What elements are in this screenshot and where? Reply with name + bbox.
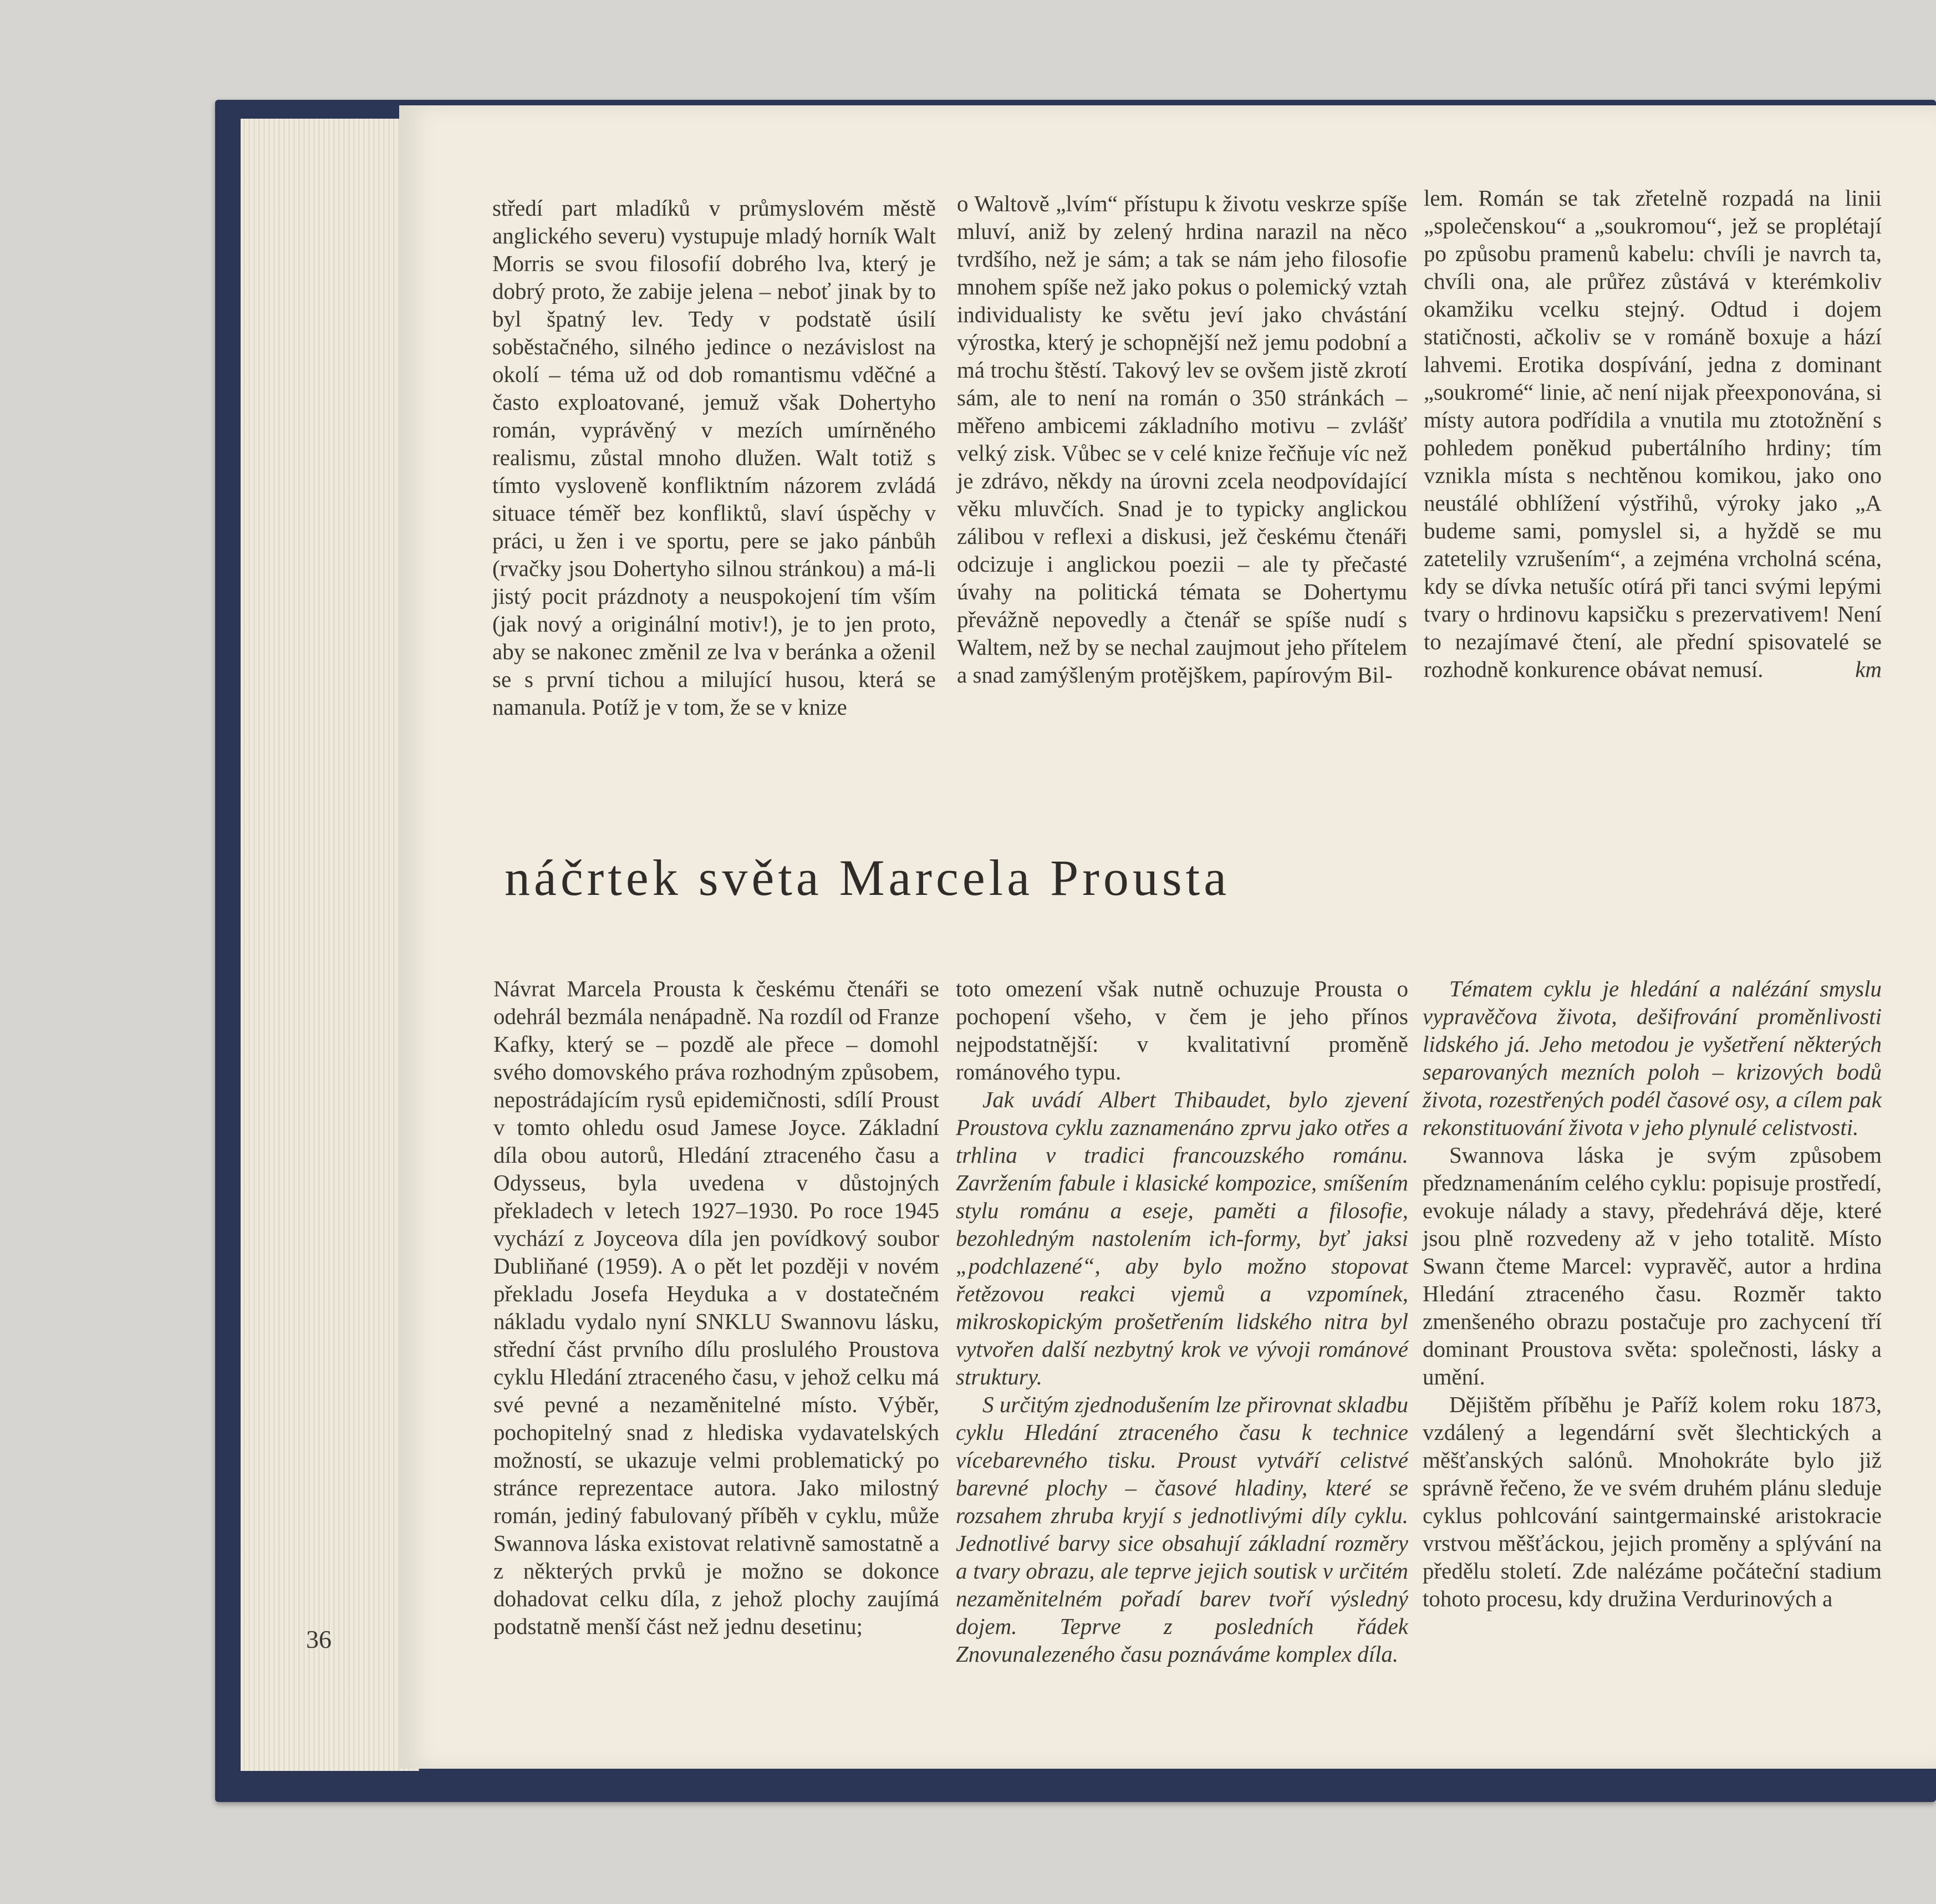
paragraph: Dějištěm příběhu je Paříž kolem roku 1873, vzdálený a legendární svět šlechtických a měšťanských salónů. Mnohokráte bylo již správně řečeno, že ve svém druhém plánu sleduje cyklus pohlcování saintgermainské aristokracie vrstvou měšťáckou, jejich proměny a splývání na předělu století. Zde nalézáme počáteční stadium tohoto procesu, kdy družina Verdurinových a (1423, 1392, 1882, 1611)
paragraph: Návrat Marcela Prousta k českému čtenáři se odehrál bezmála nenápadně. Na rozdíl od Franze Kafky, který se – pozdě ale přece – domohl svého domovského práva rozhodným způsobem, nepostrádajícím rysů epidemičnosti, sdílí Proust v tomto ohledu osud Jamese Joyce. Základní díla obou autorů, Hledání ztraceného času a Odysseus, byla uvedena v důstojných překladech v letech 1927–1930. Po roce 1945 vychází z Joyceova díla jen povídkový soubor Dubliňané (1959). A o pět let později v novém překladu Josefa Heyduka a v dostatečném nákladu vydalo nyní SNKLU Swannovu lásku, střední část prvního dílu proslulého Proustova cyklu Hledání ztraceného času, v jehož celku má své pevné a nezaměnitelné místo. Výběr, pochopitelný snad z hlediska vydavatelských možností, se ukazuje velmi problematický po stránce reprezentace autora. Jako milostný román, jediný fabulovaný příběh v cyklu, může Swannova láska existovat relativně samostatně a z některých prvků je možno se dokonce dohadovat celku díla, z jehož plochy zaujímá podstatně menší část než jednu desetinu; (493, 976, 939, 1639)
top-column-2 (957, 190, 1407, 689)
paragraph-italic: S určitým zjednodušením lze přirovnat skladbu cyklu Hledání ztraceného času k technice vícebarevného tisku. Proust vytváří celistvé barevné plochy – časové hladiny, které se rozsahem zhruba kryjí s jednotlivými díly cyklu. Jednotlivé barvy sice obsahují základní rozměry a tvary obrazu, ale teprve jejich soutisk v určitém nezaměnitelném pořadí barev tvoří výsledný dojem. Teprve z posledních řádek Znovunalezeného času poznáváme komplex díla. (956, 1392, 1408, 1667)
top-column-1 (492, 194, 936, 721)
page-stack-edges (241, 119, 419, 1771)
bottom-column-1 (493, 975, 939, 1640)
paragraph: o Waltově „lvím“ přístupu k životu veskrze spíše mluví, aniž by zelený hrdina narazil na něco tvrdšího, než je sám; a tak se nám jeho filosofie mnohem spíše než jako pokus o polemický vztah individualisty ke světu jeví jako chvástání výrostka, který je schopnější než jemu podobní a má trochu štěstí. Takový lev se ovšem jistě zkrotí sám, ale to není na román o 350 stránkách – měřeno ambicemi základního motivu – zvlášť velký zisk. Vůbec se v celé knize řečňuje víc než je zdrávo, někdy na úrovni zcela neodpovídající věku mluvčích. Snad je to typicky anglickou zálibou v reflexi a diskusi, jež českému čtenáři odcizuje i anglickou poezii – ale ty přečasté úvahy na politická témata se Dohertymu převážně nepovedly a čtenář se spíše nudí s Waltem, než by se nechal zaujmout jeho přítelem a snad zamýšleným protějškem, papírovým Bil- (957, 191, 1407, 688)
bottom-column-3 (1423, 975, 1882, 1612)
article-title: náčrtek světa Marcela Prousta (505, 849, 1231, 906)
paragraph: středí part mladíků v průmyslovém městě anglického severu) vystupuje mladý horník Walt Morris se svou filosofií dobrého lva, který je dobrý proto, že zabije jelena – neboť jinak by to byl špatný lev. Tedy v podstatě úsilí soběstačného, silného jedince o nezávislost na okolí – téma už od dob romantismu vděčné a často exploatované, jemuž však Dohertyho román, vyprávěný v mezích umírněného realismu, zůstal mnoho dlužen. Walt totiž s tímto vysloveně konfliktním názorem zvládá situace téměř bez konfliktů, slaví úspěchy v práci, u žen i ve sportu, pere se jako pánbůh (rvačky jsou Dohertyho silnou stránkou) a má-li jistý pocit prázdnoty a neuspokojení tím vším (jak nový a originální motiv!), je to jen proto, aby se nakonec změnil ze lva v beránka a oženil se s první tichou a milující husou, která se namanula. Potíž je v tom, že se v knize (492, 195, 936, 720)
paragraph: Swannova láska je svým způsobem předznamenáním celého cyklu: popisuje prostředí, evokuje nálady a stavy, předehrává děje, které jsou plně rozvedeny až v jeho totalitě. Místo Swann čteme Marcel: vypravěč, autor a hrdina Hledání ztraceného času. Rozměr takto zmenšeného obrazu postačuje pro zachycení tří dominant Proustova světa: společnosti, lásky a umění. (1423, 1142, 1882, 1389)
paragraph (1424, 184, 1882, 683)
bottom-column-2 (956, 975, 1408, 1668)
page-number: 36 (306, 1625, 332, 1653)
paragraph: toto omezení však nutně ochuzuje Prousta o pochopení všeho, v čem je jeho přínos nejpodstatnější: v kvalitativní proměně románového typu. (956, 976, 1408, 1085)
top-column-3 (1424, 184, 1882, 683)
book-page (399, 105, 1936, 1769)
author-signature: km (1855, 656, 1882, 682)
paragraph-text: lem. Román se tak zřetelně rozpadá na linii „společenskou“ a „soukromou“, jež se proplétají po způsobu pramenů kabelu: chvíli je navrch ta, chvíli ona, ale průřez zůstává v kterémkoliv okamžiku vcelku stejný. Odtud i dojem statičnosti, ačkoliv se v románě boxuje a hází lahvemi. Erotika dospívání, jedna z dominant „soukromé“ linie, ač není nijak přeexponována, si místy autora podřídila a vnutila mu ztotožnění s pohledem poněkud pubertálního hrdiny; tím vznikla místa s nechtěnou komikou, jako ono neustálé obhlížení výstřihů, výroky jako „A budeme sami, pomyslel si, a hyždě se mu zatetelily vzrušením“, a zejména vrcholná scéna, kdy se dívka netušíc otírá při tanci svými lepými tvary o hrdinovu kapsičku s prezervativem! Není to nezajímavé čtení, ale přední spisovatelé se rozhodně konkurence obávat nemusí. (1424, 185, 1882, 682)
paragraph-italic: Tématem cyklu je hledání a nalézání smyslu vypravěčova života, dešifrování proměnlivosti lidského já. Jeho metodou je vyšetření některých separovaných mezních poloh – krizových bodů života, rozestřených podél časové osy, a cílem pak rekonstituování života v jeho plynulé celistvosti. (1423, 976, 1882, 1140)
paragraph-italic: Jak uvádí Albert Thibaudet, bylo zjevení Proustova cyklu zaznamenáno zprvu jako otřes a trhlina v tradici francouzského románu. Zavržením fabule i klasické kompozice, smíšením stylu románu a eseje, paměti a filosofie, bezohledným nastolením ich-formy, byť jaksi „podchlazené“, aby bylo možno stopovat řetězovou reakci vjemů a vzpomínek, mikroskopickým prošetřením lidského nitra byl vytvořen další nezbytný krok ve vývoji románové struktury. (956, 1087, 1408, 1389)
